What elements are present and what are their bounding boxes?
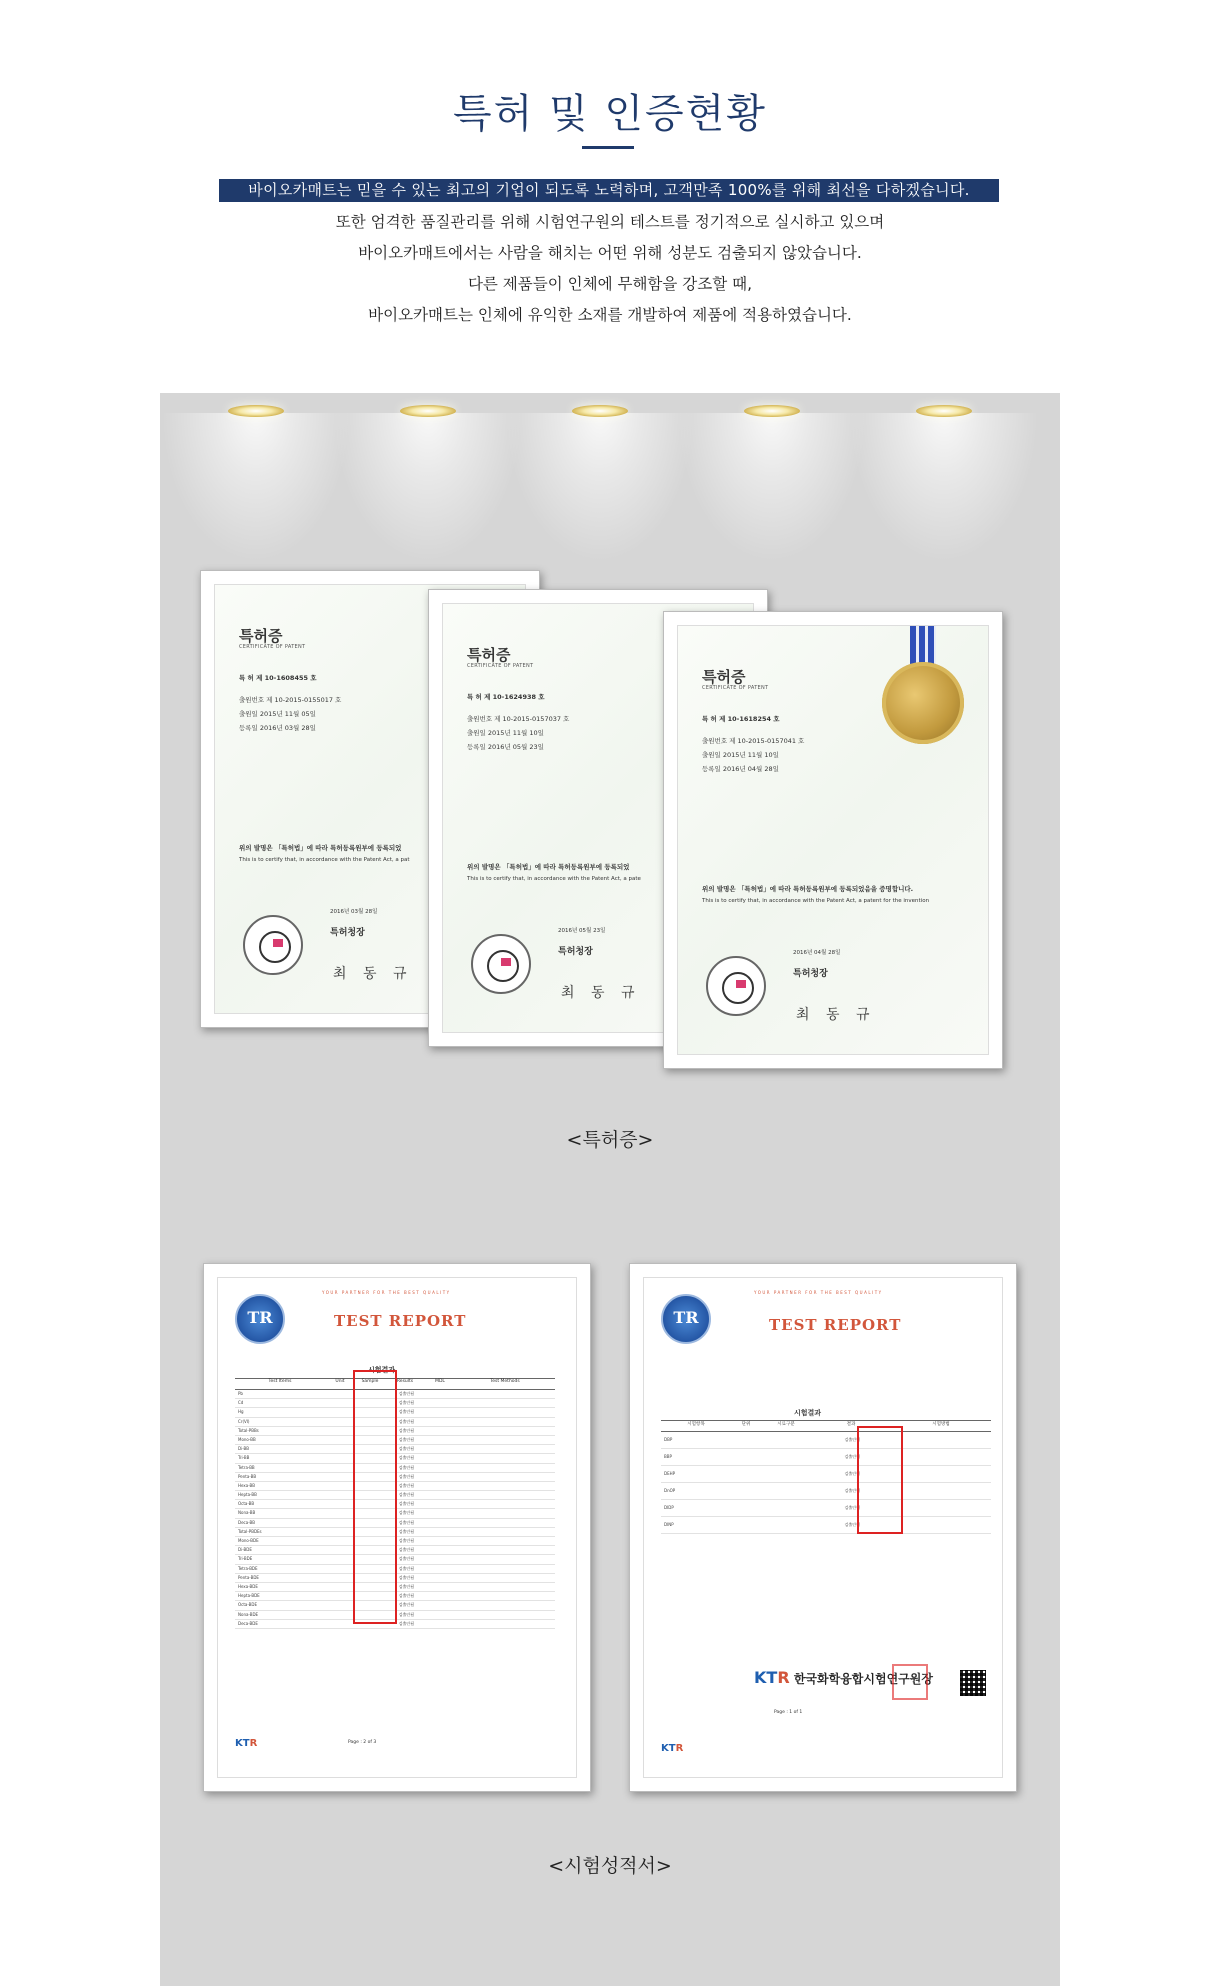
application-number: 출원번호 제 10-2015-0157041 호 <box>702 737 805 745</box>
table-cell <box>456 1537 555 1545</box>
table-cell <box>426 1454 456 1462</box>
table-cell <box>763 1517 813 1533</box>
result-value: 검출안됨 <box>398 1482 415 1488</box>
table-cell <box>426 1509 456 1517</box>
test-report-frame[interactable] <box>629 1263 1017 1792</box>
certificate-office: 특허청장 <box>558 947 593 957</box>
report-title: TEST REPORT <box>769 1316 902 1334</box>
light-glow <box>333 413 523 563</box>
certificate-date: 2016년 04월 28일 <box>793 950 841 956</box>
page-title: 특허 및 인증현황 <box>453 91 767 137</box>
ktr-footer-logo: KTR <box>661 1743 684 1754</box>
column-header: 단위 <box>741 1422 751 1427</box>
test-item: Tetra-BDE <box>238 1565 258 1571</box>
table-cell <box>456 1555 555 1563</box>
test-item: Nona-BDE <box>238 1611 259 1617</box>
certificate-statement-en: This is to certify that, in accordance with the Patent Act, a pate <box>467 876 641 882</box>
table-cell <box>763 1466 813 1482</box>
result-value: 검출안됨 <box>398 1464 415 1470</box>
patent-number: 특 허 제 10-1608455 호 <box>239 674 317 682</box>
spotlight-icon <box>228 405 284 419</box>
report-tagline: YOUR PARTNER FOR THE BEST QUALITY <box>322 1290 451 1295</box>
certificate-statement-en: This is to certify that, in accordance with the Patent Act, a pat <box>239 857 410 863</box>
table-cell <box>426 1408 456 1416</box>
table-cell <box>733 1432 763 1448</box>
table-cell <box>892 1466 991 1482</box>
table-cell <box>426 1491 456 1499</box>
result-value: 검출안됨 <box>398 1593 415 1599</box>
institute-label: 한국화학융합시험연구원장 <box>793 1672 933 1686</box>
result-value: 검출안됨 <box>398 1602 415 1608</box>
table-cell <box>456 1399 555 1407</box>
test-item: Hepta-BB <box>238 1492 257 1498</box>
table-cell <box>426 1583 456 1591</box>
table-cell <box>456 1519 555 1527</box>
test-item: Cd <box>238 1400 244 1406</box>
certificate-date: 2016년 05월 23일 <box>558 928 606 934</box>
title-underline <box>582 146 634 149</box>
table-cell <box>456 1491 555 1499</box>
certificate-heading: 특허증 <box>239 627 283 645</box>
table-cell <box>426 1565 456 1573</box>
table-row <box>661 1466 991 1483</box>
result-value: 검출안됨 <box>398 1501 415 1507</box>
test-item: Deca-BB <box>238 1519 255 1525</box>
table-cell <box>456 1436 555 1444</box>
certificate-office: 특허청장 <box>330 928 365 938</box>
table-cell <box>456 1528 555 1536</box>
table-cell <box>456 1418 555 1426</box>
table-cell <box>426 1546 456 1554</box>
ktr-footer-logo: KTR <box>235 1738 258 1749</box>
intro-line: 다른 제품들이 인체에 무해함을 강조할 때, <box>467 275 753 293</box>
table-row <box>661 1432 991 1449</box>
test-item: BBP <box>664 1454 672 1459</box>
table-cell <box>426 1528 456 1536</box>
intro-line: 바이오카매트는 인체에 유익한 소재를 개발하여 제품에 적용하였습니다. <box>368 306 852 324</box>
column-header: MDL <box>435 1379 445 1384</box>
kipo-seal-icon <box>706 956 766 1016</box>
table-cell <box>426 1482 456 1490</box>
result-value: 검출안됨 <box>398 1565 415 1571</box>
table-cell <box>426 1592 456 1600</box>
result-value: 검출안됨 <box>844 1505 860 1510</box>
test-item: Penta-BB <box>238 1473 257 1479</box>
column-header: 시험방법 <box>932 1422 950 1427</box>
column-header: Test Items <box>268 1379 292 1384</box>
intro-line: 또한 엄격한 품질관리를 위해 시험연구원의 테스트를 정기적으로 실시하고 있으며 <box>335 213 885 231</box>
report-page: Page : 1 of 1 <box>774 1710 803 1715</box>
result-value: 검출안됨 <box>398 1528 415 1534</box>
filing-date: 출원일 2015년 11월 05일 <box>239 710 316 718</box>
test-item: Octa-BDE <box>238 1602 258 1608</box>
test-item: Deca-BDE <box>238 1620 258 1626</box>
gold-seal-icon <box>882 662 964 744</box>
test-item: DnOP <box>664 1488 676 1493</box>
spotlight-icon <box>572 405 628 419</box>
column-header: 결과 <box>846 1422 856 1427</box>
report-title: TEST REPORT <box>334 1312 467 1330</box>
ktr-logo-icon: TR <box>235 1294 285 1344</box>
result-value: 검출안됨 <box>398 1492 415 1498</box>
result-value: 검출안됨 <box>844 1522 860 1527</box>
light-glow <box>161 413 351 563</box>
table-cell <box>733 1449 763 1465</box>
result-value: 검출안됨 <box>398 1519 415 1525</box>
report-rows <box>661 1432 991 1534</box>
table-cell <box>456 1464 555 1472</box>
column-header: 시료구분 <box>777 1422 795 1427</box>
result-value: 검출안됨 <box>398 1583 415 1589</box>
table-cell <box>456 1583 555 1591</box>
test-item: Cr(VI) <box>238 1418 250 1424</box>
test-item: Mono-BB <box>238 1436 256 1442</box>
test-item: Octa-BB <box>238 1501 255 1507</box>
certificate-heading: 특허증 <box>702 668 746 686</box>
table-cell <box>456 1574 555 1582</box>
table-cell <box>456 1601 555 1609</box>
result-value: 검출안됨 <box>398 1391 415 1396</box>
table-cell <box>456 1408 555 1416</box>
table-cell <box>892 1500 991 1516</box>
light-glow <box>677 413 867 563</box>
column-header: Unit <box>335 1379 345 1384</box>
institute-stamp-icon <box>892 1664 928 1700</box>
report-page: Page : 2 of 3 <box>348 1740 377 1745</box>
certificate-statement-en: This is to certify that, in accordance with the Patent Act, a patent for the invention <box>702 898 930 904</box>
test-item: Hexa-BDE <box>238 1583 258 1589</box>
test-item: Penta-BDE <box>238 1574 259 1580</box>
table-cell <box>763 1483 813 1499</box>
registration-date: 등록일 2016년 04월 28일 <box>702 765 779 773</box>
result-value: 검출안됨 <box>398 1538 415 1543</box>
certificate-signature: 최 동 규 <box>796 1007 876 1023</box>
patent-caption: <특허증> <box>566 1129 654 1151</box>
result-value: 검출안됨 <box>844 1471 860 1476</box>
table-cell <box>456 1565 555 1573</box>
certificate-heading: 특허증 <box>467 646 511 664</box>
patent-certificate-frame[interactable] <box>663 611 1003 1069</box>
result-value: 검출안됨 <box>398 1455 415 1461</box>
table-cell <box>456 1546 555 1554</box>
result-value: 검출안됨 <box>398 1547 415 1553</box>
result-value: 검출안됨 <box>844 1437 860 1442</box>
test-item: Di-BDE <box>238 1547 252 1553</box>
test-item: Mono-BDE <box>238 1538 259 1543</box>
table-cell <box>733 1483 763 1499</box>
certificate-signature: 최 동 규 <box>333 966 413 982</box>
table-cell <box>733 1500 763 1516</box>
result-value: 검출안됨 <box>398 1446 415 1452</box>
qr-code-icon <box>960 1670 986 1696</box>
column-header: Results <box>396 1379 414 1384</box>
intro-line: 바이오카매트에서는 사람을 해치는 어떤 위해 성분도 검출되지 않았습니다. <box>358 244 862 262</box>
certificate-subheading: CERTIFICATE OF PATENT <box>702 685 769 691</box>
table-cell <box>426 1464 456 1472</box>
light-glow <box>505 413 695 563</box>
test-report-frame[interactable] <box>203 1263 591 1792</box>
table-row <box>661 1517 991 1534</box>
table-row <box>661 1500 991 1517</box>
result-highlight-box <box>857 1426 903 1534</box>
result-value: 검출안됨 <box>398 1418 415 1424</box>
result-value: 검출안됨 <box>398 1400 415 1406</box>
table-cell <box>426 1473 456 1481</box>
test-item: DINP <box>664 1522 674 1527</box>
kipo-seal-icon <box>471 934 531 994</box>
ktr-logo-icon: TR <box>661 1294 711 1344</box>
column-header: Sample <box>361 1379 379 1384</box>
kipo-seal-icon <box>243 915 303 975</box>
table-cell <box>456 1611 555 1619</box>
report-caption: <시험성적서> <box>548 1855 672 1877</box>
result-value: 검출안됨 <box>398 1611 415 1617</box>
table-cell <box>763 1449 813 1465</box>
registration-date: 등록일 2016년 03월 28일 <box>239 724 316 732</box>
gallery-wall <box>160 393 1060 1986</box>
test-item: Pb <box>238 1391 243 1396</box>
test-item: Nona-BB <box>238 1510 256 1516</box>
table-cell <box>426 1537 456 1545</box>
table-cell <box>733 1466 763 1482</box>
result-value: 검출안됨 <box>398 1556 415 1562</box>
test-item: Hg <box>238 1409 244 1415</box>
result-header: 시험결과 <box>368 1366 396 1374</box>
light-glow <box>849 413 1039 563</box>
column-header: 시험항목 <box>687 1422 705 1427</box>
spotlight-icon <box>400 405 456 419</box>
certificate-office: 특허청장 <box>793 969 828 979</box>
certificate-statement: 위의 발명은 「특허법」에 따라 특허등록원부에 등록되었음을 증명합니다. <box>702 885 914 893</box>
table-cell <box>892 1517 991 1533</box>
highlight-banner: 바이오카매트는 믿을 수 있는 최고의 기업이 되도록 노력하며, 고객만족 100%를 위해 최선을 다하겠습니다. <box>219 179 999 202</box>
certificate-subheading: CERTIFICATE OF PATENT <box>239 644 306 650</box>
test-item: DEHP <box>664 1471 676 1476</box>
table-cell <box>456 1620 555 1628</box>
test-item: DIDP <box>664 1505 674 1510</box>
report-table <box>661 1420 991 1534</box>
table-cell <box>456 1500 555 1508</box>
table-cell <box>456 1482 555 1490</box>
table-cell <box>426 1418 456 1426</box>
table-cell <box>426 1519 456 1527</box>
test-item: Tri-BB <box>238 1455 250 1461</box>
table-cell <box>426 1445 456 1453</box>
result-value: 검출안됨 <box>398 1409 415 1415</box>
result-header: 시험결과 <box>794 1409 822 1417</box>
registration-date: 등록일 2016년 05월 23일 <box>467 743 544 751</box>
result-value: 검출안됨 <box>398 1436 415 1442</box>
table-cell <box>456 1473 555 1481</box>
result-highlight-box <box>353 1370 397 1624</box>
result-value: 검출안됨 <box>844 1488 860 1493</box>
report-tagline: YOUR PARTNER FOR THE BEST QUALITY <box>754 1290 883 1295</box>
spotlight-icon <box>744 405 800 419</box>
test-item: Hepta-BDE <box>238 1593 260 1599</box>
result-value: 검출안됨 <box>844 1454 860 1459</box>
filing-date: 출원일 2015년 11월 10일 <box>467 729 544 737</box>
table-row <box>661 1483 991 1500</box>
table-cell <box>892 1432 991 1448</box>
column-header: Test Methods <box>490 1379 520 1384</box>
table-cell <box>426 1390 456 1398</box>
result-value: 검출안됨 <box>398 1473 415 1479</box>
test-item: DBP <box>664 1437 673 1442</box>
test-item: Total-PBDEs <box>238 1528 262 1534</box>
table-cell <box>426 1574 456 1582</box>
patent-number: 특 허 제 10-1618254 호 <box>702 715 780 723</box>
certificate-signature: 최 동 규 <box>561 985 641 1001</box>
table-cell <box>426 1601 456 1609</box>
result-value: 검출안됨 <box>398 1620 415 1626</box>
test-item: Di-BB <box>238 1446 249 1452</box>
table-cell <box>456 1390 555 1398</box>
spotlight-icon <box>916 405 972 419</box>
table-cell <box>456 1454 555 1462</box>
test-item: Total-PBBs <box>238 1427 259 1433</box>
table-cell <box>426 1620 456 1628</box>
table-cell <box>456 1509 555 1517</box>
application-number: 출원번호 제 10-2015-0157037 호 <box>467 715 570 723</box>
result-value: 검출안됨 <box>398 1427 415 1433</box>
table-cell <box>456 1592 555 1600</box>
filing-date: 출원일 2015년 11월 10일 <box>702 751 779 759</box>
certificate-statement: 위의 발명은 「특허법」에 따라 특허등록원부에 등록되었 <box>239 844 402 852</box>
table-cell <box>892 1483 991 1499</box>
application-number: 출원번호 제 10-2015-0155017 호 <box>239 696 342 704</box>
test-item: Tri-BDE <box>238 1556 253 1562</box>
certificate-date: 2016년 03월 28일 <box>330 909 378 915</box>
certificate-statement: 위의 발명은 「특허법」에 따라 특허등록원부에 등록되었 <box>467 863 630 871</box>
table-cell <box>892 1449 991 1465</box>
result-value: 검출안됨 <box>398 1510 415 1516</box>
table-cell <box>456 1445 555 1453</box>
table-cell <box>426 1436 456 1444</box>
table-cell <box>456 1427 555 1435</box>
table-cell <box>426 1611 456 1619</box>
institute-name: KTR 한국화학융합시험연구원장 <box>754 1668 933 1687</box>
table-cell <box>763 1500 813 1516</box>
table-row <box>661 1449 991 1466</box>
patent-number: 특 허 제 10-1624938 호 <box>467 693 545 701</box>
table-cell <box>426 1399 456 1407</box>
test-item: Tetra-BB <box>238 1464 255 1470</box>
table-cell <box>763 1432 813 1448</box>
table-cell <box>426 1427 456 1435</box>
table-cell <box>426 1555 456 1563</box>
table-cell <box>733 1517 763 1533</box>
table-cell <box>426 1500 456 1508</box>
result-value: 검출안됨 <box>398 1574 415 1580</box>
certificate-subheading: CERTIFICATE OF PATENT <box>467 663 534 669</box>
test-item: Hexa-BB <box>238 1482 256 1488</box>
